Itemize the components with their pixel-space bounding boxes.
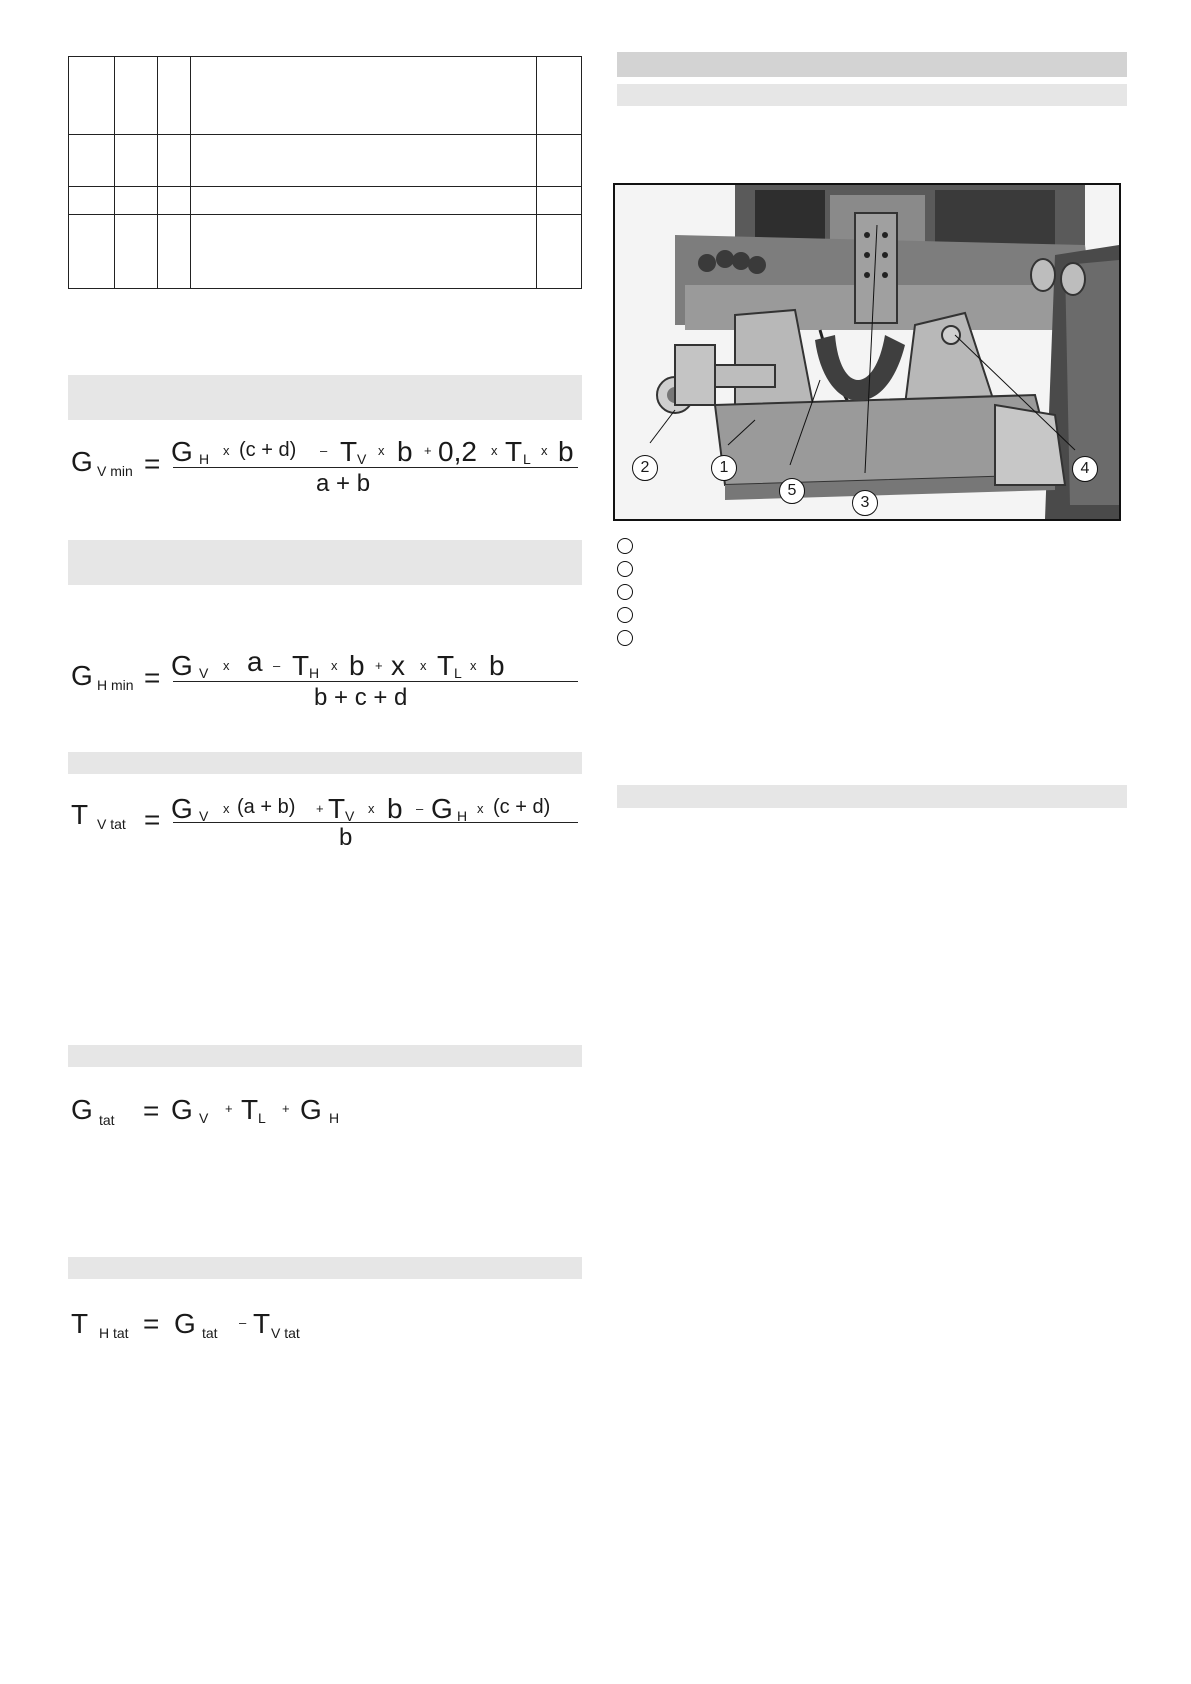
term-subscript: L xyxy=(454,665,462,681)
term-symbol: G xyxy=(171,1094,193,1125)
equals-sign: = xyxy=(143,1095,160,1126)
section-heading-bar xyxy=(617,785,1127,808)
section-heading-bar xyxy=(68,375,582,420)
legend-marker xyxy=(617,584,633,600)
front-ballast-photo xyxy=(615,185,1119,519)
multiply-sign: x xyxy=(378,443,385,458)
table-col-divider xyxy=(157,57,158,288)
term-subscript: H xyxy=(309,665,320,681)
plus-sign: + xyxy=(225,1101,233,1116)
equals-sign: = xyxy=(144,662,161,693)
plus-sign: + xyxy=(282,1101,290,1116)
fraction-bar xyxy=(173,681,578,682)
plus-sign: + xyxy=(375,658,383,673)
term-symbol: T xyxy=(437,650,455,681)
formula-lhs-subscript: H min xyxy=(97,677,134,693)
fraction-bar xyxy=(173,467,578,468)
term-subscript: H xyxy=(329,1110,340,1126)
term-subscript: V xyxy=(199,665,209,681)
denominator: b + c + d xyxy=(314,684,408,711)
term-subscript: L xyxy=(523,451,531,467)
data-table xyxy=(68,56,582,289)
section-heading-bar xyxy=(68,752,582,774)
multiply-sign: x xyxy=(491,443,498,458)
term-symbol: b xyxy=(558,436,574,467)
term-symbol: G xyxy=(171,650,193,681)
formula-lhs-subscript: tat xyxy=(99,1112,115,1128)
formula-lhs-symbol: G xyxy=(71,446,93,477)
equals-sign: = xyxy=(143,1308,160,1339)
term-subscript: H xyxy=(199,451,210,467)
table-row-divider xyxy=(69,214,581,215)
callout-4: 4 xyxy=(1072,456,1098,482)
multiply-sign: x xyxy=(420,658,427,673)
section-heading-bar xyxy=(68,1257,582,1279)
section-heading-bar xyxy=(68,1045,582,1067)
section-heading-bar xyxy=(617,84,1127,106)
term-subscript: V tat xyxy=(271,1325,300,1341)
term-symbol: T xyxy=(292,650,310,681)
term-subscript: H xyxy=(457,808,468,824)
multiply-sign: x xyxy=(223,658,230,673)
formula-lhs-symbol: G xyxy=(71,1094,93,1125)
table-col-divider xyxy=(114,57,115,288)
formula-lhs-subscript: V min xyxy=(97,463,133,479)
chapter-heading-bar xyxy=(617,52,1127,77)
term-symbol: T xyxy=(328,793,346,824)
minus-sign: – xyxy=(320,443,328,458)
term-subscript: V xyxy=(199,1110,209,1126)
term-subscript: V xyxy=(345,808,355,824)
formula-lhs-symbol: T xyxy=(71,1308,89,1339)
term-symbol: T xyxy=(241,1094,259,1125)
term-symbol: G xyxy=(174,1308,196,1339)
multiply-sign: x xyxy=(477,801,484,816)
unknown-factor: x xyxy=(391,650,405,681)
term-symbol: T xyxy=(340,436,358,467)
multiply-sign: x xyxy=(541,443,548,458)
formula-lhs-subscript: H tat xyxy=(99,1325,129,1341)
callout-2: 2 xyxy=(632,455,658,481)
equals-sign: = xyxy=(144,804,161,835)
equals-sign: = xyxy=(144,448,161,479)
formula-lhs-subscript: V tat xyxy=(97,816,126,832)
product-photo-figure xyxy=(613,183,1121,521)
denominator: b xyxy=(339,824,353,851)
term-symbol: b xyxy=(349,650,365,681)
multiply-sign: x xyxy=(368,801,375,816)
multiply-sign: x xyxy=(470,658,477,673)
minus-sign: – xyxy=(416,801,424,816)
term-symbol: T xyxy=(253,1308,271,1339)
table-row-divider xyxy=(69,186,581,187)
term-subscript: V xyxy=(199,808,209,824)
callout-3: 3 xyxy=(852,490,878,516)
term-subscript: L xyxy=(258,1110,266,1126)
legend-marker xyxy=(617,538,633,554)
term-symbol: a xyxy=(247,646,263,677)
term-group: (c + d) xyxy=(239,439,297,461)
legend-marker xyxy=(617,630,633,646)
term-symbol: G xyxy=(300,1094,322,1125)
multiply-sign: x xyxy=(331,658,338,673)
table-col-divider xyxy=(536,57,537,288)
multiply-sign: x xyxy=(223,443,230,458)
term-symbol: T xyxy=(505,436,523,467)
plus-sign: + xyxy=(316,801,324,816)
table-row-divider xyxy=(69,134,581,135)
formula-lhs-symbol: G xyxy=(71,660,93,691)
plus-sign: + xyxy=(424,443,432,458)
multiply-sign: x xyxy=(223,801,230,816)
term-symbol: b xyxy=(397,436,413,467)
term-symbol: G xyxy=(171,436,193,467)
minus-sign: – xyxy=(239,1315,247,1330)
table-col-divider xyxy=(190,57,191,288)
minus-sign: – xyxy=(273,658,281,673)
legend-marker xyxy=(617,607,633,623)
callout-1: 1 xyxy=(711,455,737,481)
term-group: (a + b) xyxy=(237,796,296,818)
term-symbol: b xyxy=(387,793,403,824)
term-subscript: tat xyxy=(202,1325,218,1341)
term-group: (c + d) xyxy=(493,796,551,818)
formula-lhs-symbol: T xyxy=(71,799,89,830)
fraction-bar xyxy=(173,822,578,823)
term-symbol: b xyxy=(489,650,505,681)
denominator: a + b xyxy=(316,470,371,497)
term-symbol: G xyxy=(431,793,453,824)
legend-marker xyxy=(617,561,633,577)
coefficient: 0,2 xyxy=(438,436,477,467)
term-symbol: G xyxy=(171,793,193,824)
section-heading-bar xyxy=(68,540,582,585)
callout-5: 5 xyxy=(779,478,805,504)
term-subscript: V xyxy=(357,451,367,467)
